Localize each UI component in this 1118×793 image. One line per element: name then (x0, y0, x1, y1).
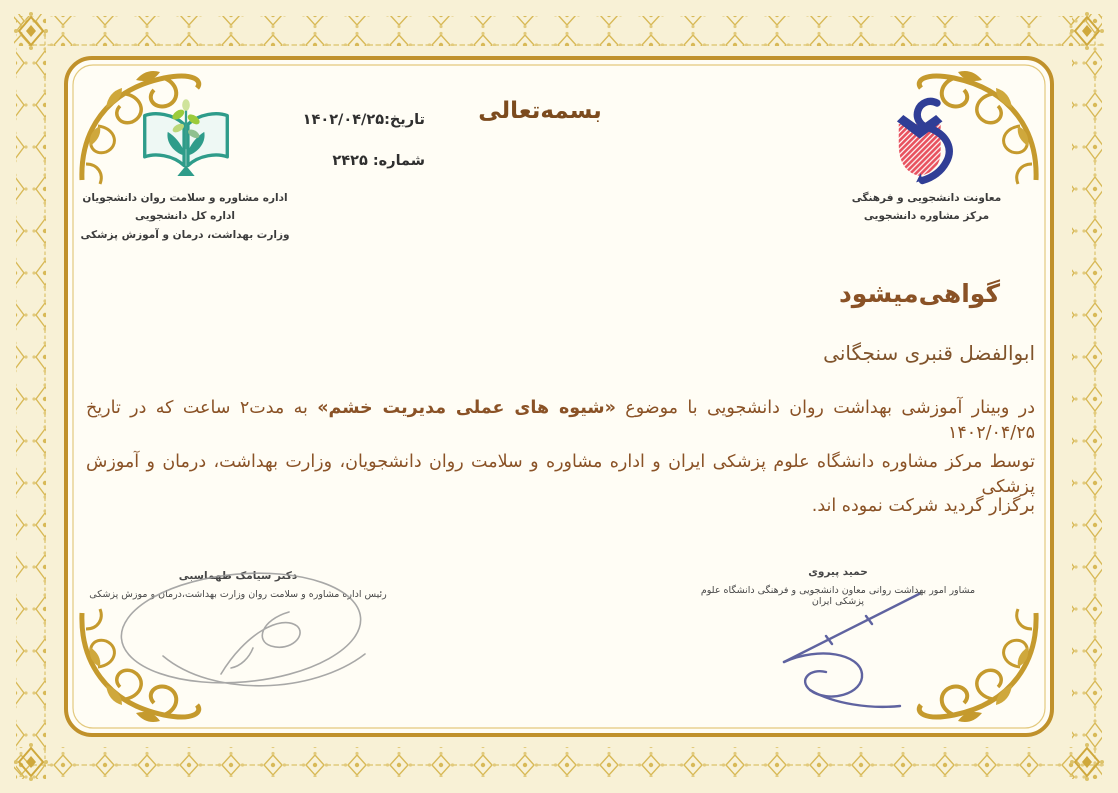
right-org-line: مرکز مشاوره دانشجویی (863, 210, 990, 223)
date-number-block (270, 112, 425, 171)
body-line-1 (86, 396, 1035, 447)
number-line: شماره: ۲۴۲۵ (332, 153, 425, 170)
body-line-3: برگزار گردید شرکت نموده اند. (811, 496, 1035, 516)
right-signature-block (694, 566, 982, 607)
left-org-line: اداره مشاوره و سلامت روان دانشجویان (82, 192, 288, 204)
right-signer-name: حمید پیروی (808, 566, 868, 578)
right-org-line: معاونت دانشجویی و فرهنگی (851, 192, 1002, 204)
left-org-line: اداره کل دانشجویی (135, 210, 235, 223)
right-signer-title: مشاور امور بهداشت روانی معاون دانشجویی و فرهنگی دانشگاه علوم پزشکی ایران (700, 585, 976, 607)
right-org-block (834, 189, 1019, 226)
left-org-block (60, 189, 310, 244)
besmellah-heading: بسمه‌تعالی (478, 98, 602, 124)
body-line-1-post: به مدت۲ ساعت که در تاریخ ۱۴۰۲/۰۴/۲۵ (86, 398, 1035, 444)
left-signer-title: رئیس اداره مشاوره و سلامت روان وزارت بهداشت،درمان و موزش پزشکی (89, 589, 387, 600)
body-line-1-pre: در وبینار آموزشی بهداشت روان دانشجویی با موضوع (615, 398, 1035, 418)
certify-heading: گواهی‌میشود (838, 279, 1000, 308)
webinar-topic: «شیوه های عملی مدیریت خشم» (317, 398, 616, 418)
left-signer-name: دکتر سیامک طهماسبی (178, 570, 298, 582)
body-line-2: توسط مرکز مشاوره دانشگاه علوم پزشکی ایران و اداره مشاوره و سلامت روان دانشجویان، وزارت بهداشت، درمان و آموزش پزشکی (86, 452, 1035, 498)
left-signature-block (88, 570, 388, 600)
university-counseling-emblem-icon (886, 95, 968, 185)
left-org-line: وزارت بهداشت، درمان و آموزش پزشکی (80, 228, 290, 241)
book-hands-plant-logo-icon (138, 95, 234, 187)
date-line: تاریخ:۱۴۰۲/۰۴/۲۵ (302, 112, 425, 128)
recipient-name: ابوالفضل قنبری سنجگانی (823, 341, 1035, 365)
